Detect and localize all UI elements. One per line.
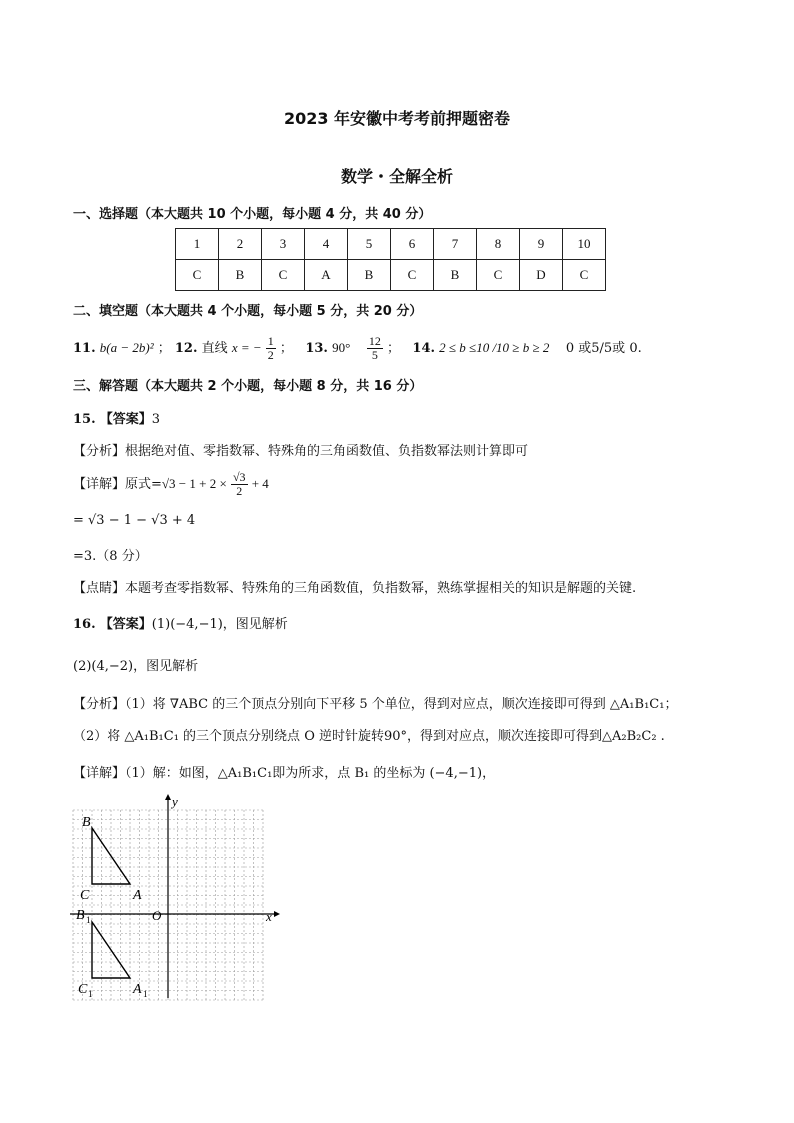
- q16-number: 16.: [73, 617, 96, 632]
- q15-answer-line: [73, 408, 160, 427]
- x-axis-arrow: [274, 911, 280, 917]
- fraction-denominator: 5: [371, 348, 378, 362]
- detail-expr-b: + 4: [251, 476, 269, 491]
- answer-table-answers-row: [176, 260, 606, 291]
- q12-fraction: [266, 335, 276, 362]
- table-cell: 7: [434, 229, 477, 260]
- q16-analysis-2: （2）将 △A₁B₁C₁ 的三个顶点分别绕点 O 逆时针旋转90°，得到对应点，顺次连接即可得到△A₂B₂C₂ .: [73, 729, 665, 744]
- fraction-numerator: 12: [368, 334, 381, 348]
- label-b: B: [82, 815, 91, 830]
- fraction-numerator: √3: [232, 470, 246, 484]
- y-axis-arrow: [165, 794, 171, 800]
- table-cell: C: [176, 260, 219, 291]
- label-c1-subscript: 1: [88, 989, 93, 999]
- q12-variable: x = −: [231, 340, 262, 355]
- answer-tag: 【答案】: [99, 412, 152, 427]
- answer-tag: 【答案】: [99, 617, 152, 632]
- q16-detail: [73, 762, 495, 781]
- comment-tag: 【点睛】: [73, 581, 126, 596]
- q11-number: 11.: [73, 341, 96, 356]
- q15-detail-line3: =3.（8 分）: [73, 549, 148, 564]
- q13-number: 13.: [305, 341, 328, 356]
- q15-comment: [73, 577, 636, 596]
- q15-number: 15.: [73, 412, 96, 427]
- fraction-numerator: 1: [267, 334, 274, 348]
- detail-text: （1）解：如图，△A₁B₁C₁即为所求，点 B₁ 的坐标为 (−4,−1)，: [125, 766, 496, 781]
- x-axis-label: x: [266, 909, 272, 924]
- q16-answer-1: (1)(−4,−1)，图见解析: [151, 617, 288, 632]
- table-cell: 2: [219, 229, 262, 260]
- label-a1-subscript: 1: [143, 989, 148, 999]
- page-title: 2023 年安徽中考考前押题密卷: [283, 109, 511, 128]
- table-cell: C: [563, 260, 606, 291]
- table-cell: A: [305, 260, 348, 291]
- q13-answer-1: 90°: [332, 340, 351, 355]
- y-axis-label: y: [172, 794, 178, 809]
- table-cell: 1: [176, 229, 219, 260]
- origin-label: O: [152, 908, 162, 923]
- table-cell: 10: [563, 229, 606, 260]
- q12-prefix: 直线: [201, 341, 228, 356]
- analysis-tag: 【分析】: [73, 444, 126, 459]
- fraction-denominator: 2: [267, 348, 274, 362]
- label-a: A: [133, 888, 142, 903]
- detail-expr-a: √3 − 1 + 2 ×: [161, 476, 227, 491]
- table-cell: 9: [520, 229, 563, 260]
- table-cell: 6: [391, 229, 434, 260]
- table-cell: 5: [348, 229, 391, 260]
- comment-text: 本题考查零指数幂、特殊角的三角函数值，负指数幂，熟练掌握相关的知识是解题的关键.: [125, 581, 637, 596]
- section1-heading: 一、选择题（本大题共 10 个小题，每小题 4 分，共 40 分）: [73, 207, 432, 222]
- q16-answer-line: [73, 613, 288, 632]
- page-subtitle: 数学・全解全析: [340, 167, 453, 186]
- table-cell: C: [391, 260, 434, 291]
- label-a1: A: [133, 982, 142, 997]
- table-cell: 4: [305, 229, 348, 260]
- detail-tag: 【详解】: [73, 477, 126, 492]
- label-c: C: [80, 888, 90, 903]
- analysis-tag: 【分析】: [73, 697, 126, 712]
- table-cell: C: [477, 260, 520, 291]
- answer-table: [175, 228, 606, 291]
- q16-answer-2: (2)(4,−2)，图见解析: [73, 659, 199, 674]
- separator: ；: [279, 341, 293, 356]
- section2-heading: 二、填空题（本大题共 4 个小题，每小题 5 分，共 20 分）: [73, 304, 423, 319]
- fill-in-answers: [73, 333, 642, 363]
- table-cell: B: [348, 260, 391, 291]
- table-cell: C: [262, 260, 305, 291]
- detail-fraction: [231, 471, 248, 498]
- q11-answer: b(a − 2b)²: [99, 340, 154, 355]
- table-cell: B: [434, 260, 477, 291]
- q15-detail-line2: = √3 − 1 − √3 + 4: [73, 513, 196, 528]
- table-cell: D: [520, 260, 563, 291]
- label-c1: C: [78, 982, 88, 997]
- table-cell: B: [219, 260, 262, 291]
- label-b1: B: [76, 908, 85, 923]
- q14-answer: 2 ≤ b ≤10 /10 ≥ b ≥ 2: [439, 340, 550, 355]
- detail-tag: 【详解】: [73, 766, 126, 781]
- q15-analysis: [73, 440, 528, 459]
- coordinate-figure: [70, 792, 282, 1004]
- table-cell: 3: [262, 229, 305, 260]
- detail-prefix: 原式=: [125, 477, 162, 492]
- section3-heading: 三、解答题（本大题共 2 个小题，每小题 8 分，共 16 分）: [73, 379, 423, 394]
- q12-number: 12.: [174, 341, 198, 356]
- analysis-text: （1）将 ∇ABC 的三个顶点分别向下平移 5 个单位，得到对应点，顺次连接即可得到 △A₁B₁C₁；: [125, 697, 678, 712]
- q14-extra: 0 或5/5或 0.: [565, 341, 642, 356]
- table-cell: 8: [477, 229, 520, 260]
- separator: ；: [386, 341, 400, 356]
- label-b1-subscript: 1: [86, 915, 91, 925]
- q16-analysis-1: [73, 693, 677, 712]
- q15-answer: 3: [151, 412, 161, 427]
- q15-detail-line1: [73, 466, 269, 502]
- fraction-denominator: 2: [236, 484, 243, 498]
- separator: ；: [157, 341, 171, 356]
- q13-fraction: [367, 335, 383, 362]
- analysis-text: 根据绝对值、零指数幂、特殊角的三角函数值、负指数幂法则计算即可: [125, 444, 529, 459]
- q14-number: 14.: [412, 341, 436, 356]
- answer-table-numbers-row: [176, 229, 606, 260]
